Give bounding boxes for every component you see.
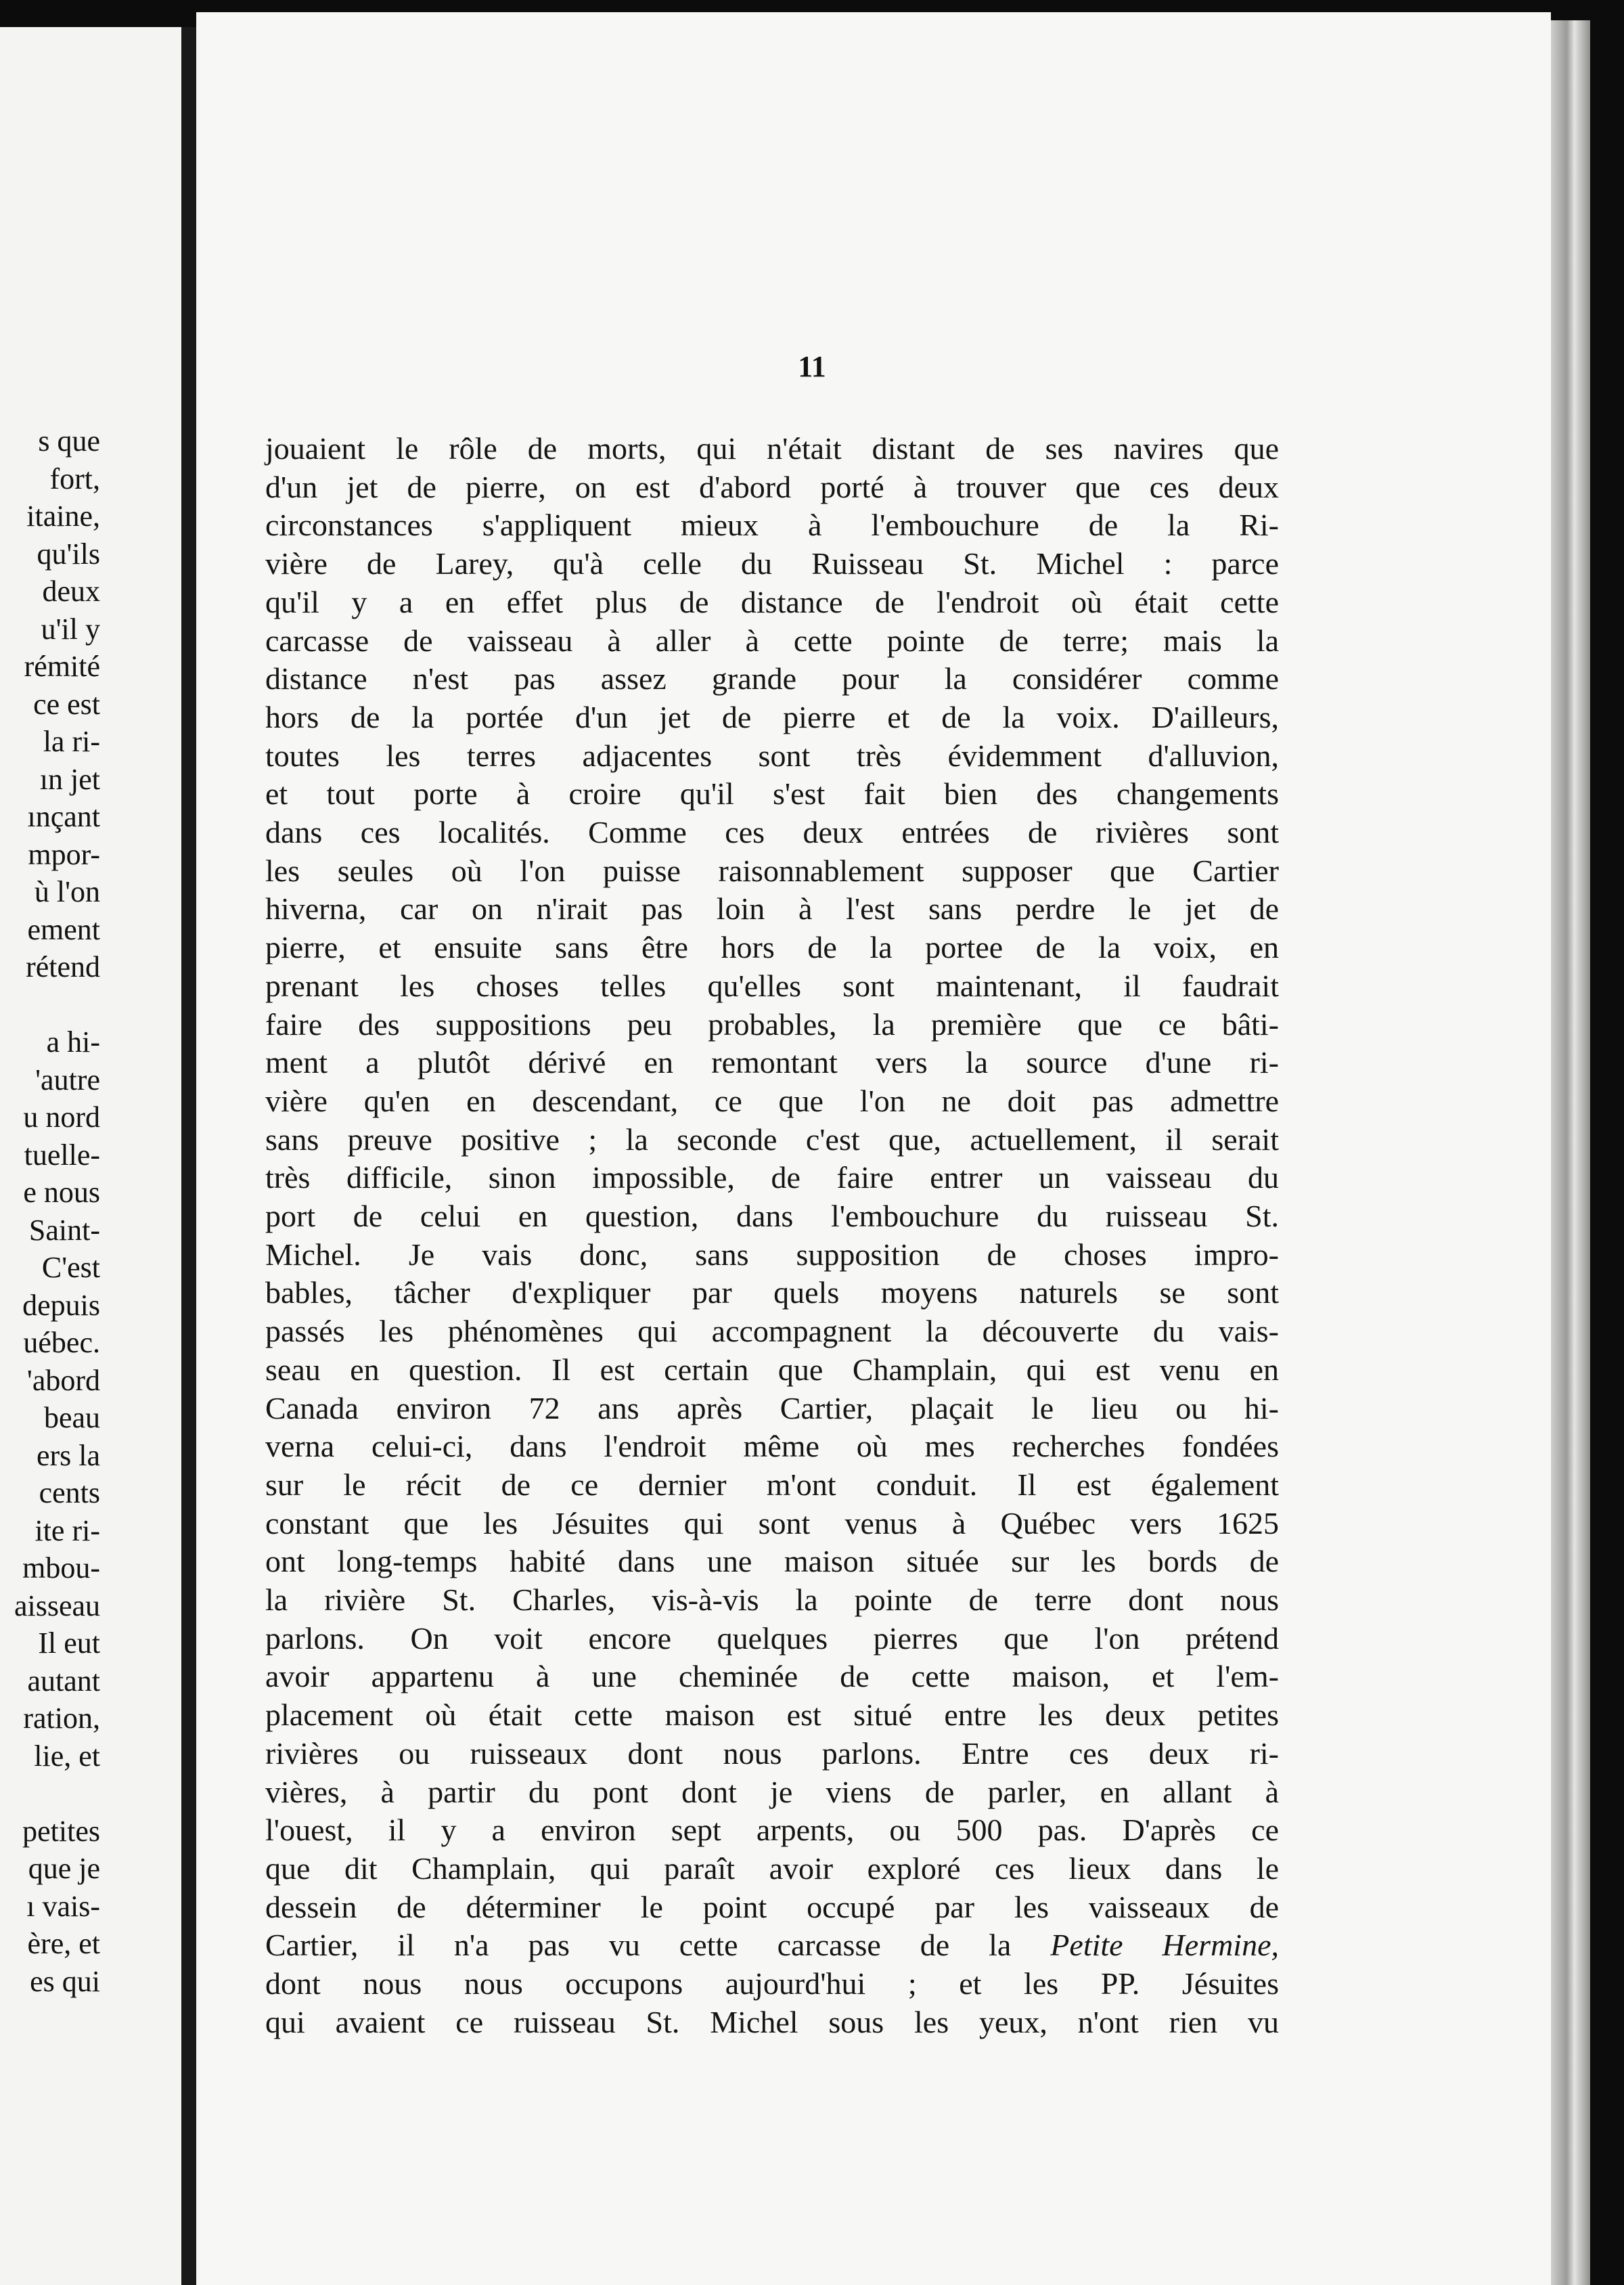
facing-page-line: que je [28,1852,100,1885]
body-line: et tout porte à croire qu'il s'est fait bien des changements [265,776,1279,812]
body-line: ont long-temps habité dans une maison située sur les bords de [265,1544,1279,1579]
body-line: verna celui-ci, dans l'endroit même où mes recherches fondées [265,1429,1279,1464]
body-line: avoir appartenu à une cheminée de cette maison, et l'em- [265,1659,1279,1694]
facing-page-line: mbou- [22,1551,100,1584]
facing-page-line: s que [38,424,100,458]
body-line: ment a plutôt dérivé en remontant vers la source d'une ri- [265,1045,1279,1080]
body-line: passés les phénomènes qui accompagnent la découverte du vais- [265,1314,1279,1349]
facing-page-line: uébec. [23,1326,100,1359]
facing-page-line: depuis [22,1288,100,1322]
facing-page-line: beau [43,1401,100,1434]
body-line: qui avaient ce ruisseau St. Michel sous les yeux, n'ont rien vu [265,2004,1279,2039]
facing-page-line: itaine, [26,500,100,533]
page-edge [1551,20,1590,2285]
facing-page-line: ite ri- [35,1513,100,1547]
body-line: Canada environ 72 ans après Cartier, plaçait le lieu ou hi- [265,1390,1279,1425]
facing-page-line: u nord [23,1101,100,1134]
facing-page-line: ın jet [39,762,100,796]
facing-page-fragment [0,27,181,2285]
body-line: Michel. Je vais donc, sans supposition de choses impro- [265,1237,1279,1272]
facing-page-line: fort, [49,462,100,495]
facing-page-line: lie, et [34,1739,100,1773]
facing-page-line: 'abord [26,1363,100,1397]
facing-page-line: autant [27,1664,100,1698]
facing-page-line: ı vais- [26,1889,100,1923]
facing-page-line: ù l'on [34,875,100,908]
body-line: que dit Champlain, qui paraît avoir exploré ces lieux dans le [265,1850,1279,1886]
body-line: d'un jet de pierre, on est d'abord porté à trouver que ces deux [265,469,1279,504]
facing-page-line: ration, [23,1702,100,1735]
facing-page-line: mpor- [28,837,100,871]
body-line: hors de la portée d'un jet de pierre et de la voix. D'ailleurs, [265,699,1279,734]
body-line: parlons. On voit encore quelques pierres que l'on prétend [265,1620,1279,1656]
facing-page-line: la ri- [43,725,100,758]
facing-page-line: 'autre [35,1063,100,1096]
facing-page-line: cents [39,1476,100,1509]
body-line: rivières ou ruisseaux dont nous parlons. Entre ces deux ri- [265,1735,1279,1771]
body-line: qu'il y a en effet plus de distance de l'endroit où était cette [265,584,1279,619]
facing-page-line: C'est [41,1251,100,1284]
facing-page-line: tuelle- [24,1138,100,1172]
facing-page-line: ers la [36,1438,100,1472]
facing-page-line: es qui [30,1964,100,1998]
facing-page-line: petites [22,1814,100,1848]
ship-name-italic: Petite Hermine, [1050,1928,1279,1963]
facing-page-line: rétend [26,950,100,983]
body-line: dans ces localités. Comme ces deux entrées de rivières sont [265,815,1279,849]
facing-page-line: e nous [23,1176,100,1209]
book-gutter [181,27,196,2285]
body-line: seau en question. Il est certain que Champlain, qui est venu en [265,1352,1279,1387]
body-line: distance n'est pas assez grande pour la considérer comme [265,661,1279,696]
facing-page-line: u'il y [41,612,100,646]
body-line: toutes les terres adjacentes sont très évidemment d'alluvion, [265,738,1279,773]
facing-page-line: qu'ils [37,537,100,571]
body-line: les seules où l'on puisse raisonnablement supposer que Cartier [265,853,1279,888]
body-line: l'ouest, il y a environ sept arpents, ou 500 pas. D'après ce [265,1813,1279,1848]
body-line: bables, tâcher d'expliquer par quels moyens naturels se sont [265,1275,1279,1310]
facing-page-line: ce est [33,687,100,721]
body-line: faire des suppositions peu probables, la première que ce bâti- [265,1006,1279,1042]
body-line: sans preuve positive ; la seconde c'est que, actuellement, il serait [265,1122,1279,1157]
page-number: 11 [798,350,826,383]
body-line: prenant les choses telles qu'elles sont maintenant, il faudrait [265,968,1279,1003]
facing-page-line: aisseau [14,1589,100,1622]
body-line: dont nous nous occupons aujourd'hui ; et les PP. Jésuites [265,1966,1279,2001]
body-line: la rivière St. Charles, vis-à-vis la pointe de terre dont nous [265,1582,1279,1617]
facing-page-line: ement [27,912,100,946]
body-line: constant que les Jésuites qui sont venus à Québec vers 1625 [265,1505,1279,1540]
facing-page-line: deux [42,575,100,608]
body-line: pierre, et ensuite sans être hors de la portee de la voix, en [265,930,1279,965]
facing-page-line: Il eut [38,1626,100,1660]
body-line: dessein de déterminer le point occupé par les vaisseaux de [265,1889,1279,1924]
body-line: carcasse de vaisseau à aller à cette pointe de terre; mais la [265,623,1279,658]
body-line: sur le récit de ce dernier m'ont conduit. Il est également [265,1467,1279,1502]
body-line: hiverna, car on n'irait pas loin à l'est sans perdre le jet de [265,891,1279,927]
body-line: port de celui en question, dans l'embouchure du ruisseau St. [265,1199,1279,1233]
body-line: placement où était cette maison est situé entre les deux petites [265,1698,1279,1733]
body-line: vières, à partir du pont dont je viens de parler, en allant à [265,1774,1279,1809]
facing-page-line: Saint- [28,1213,100,1247]
body-line: vière de Larey, qu'à celle du Ruisseau St. Michel : parce [265,546,1279,581]
body-line: jouaient le rôle de morts, qui n'était distant de ses navires que [265,431,1279,466]
body-line-text: Cartier, il n'a pas vu cette carcasse de la [265,1928,1051,1963]
facing-page-line: a hi- [46,1025,100,1059]
facing-page-line: ınçant [27,800,100,833]
body-line: circonstances s'appliquent mieux à l'embouchure de la Ri- [265,508,1279,543]
body-line: vière qu'en en descendant, ce que l'on ne doit pas admettre [265,1083,1279,1118]
body-line: très difficile, sinon impossible, de faire entrer un vaisseau du [265,1160,1279,1195]
body-line [265,1930,1279,1961]
facing-page-line: ère, et [27,1927,100,1960]
facing-page-line: rémité [24,650,100,683]
